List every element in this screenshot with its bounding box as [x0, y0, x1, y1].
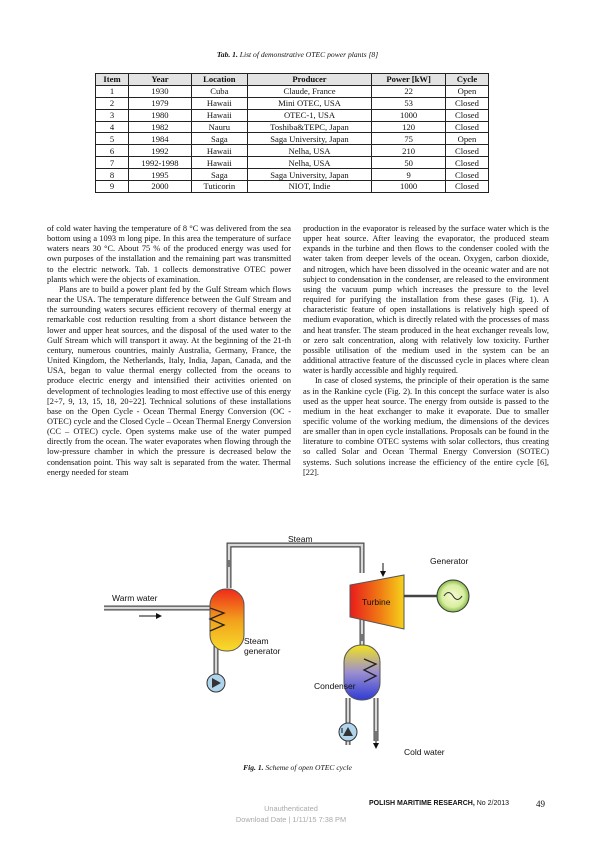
- warm-water-pipe: [104, 608, 216, 683]
- table-cell: Closed: [445, 157, 488, 169]
- watermark-line-2: Download Date | 1/11/15 7:38 PM: [235, 815, 347, 824]
- otec-plants-table: [95, 73, 489, 193]
- table-cell: Closed: [445, 181, 488, 193]
- table-cell: NIOT, Indie: [247, 181, 372, 193]
- table-body: [96, 85, 489, 192]
- table-header-row: [96, 74, 489, 86]
- table-cell: 6: [96, 145, 129, 157]
- table-cell: Mini OTEC, USA: [247, 97, 372, 109]
- table-cell: 1000: [372, 109, 446, 121]
- table-cell: Tuticorin: [191, 181, 247, 193]
- label-turbine: Turbine: [362, 597, 391, 607]
- paragraph: production in the evaporator is released by the surface water which is the upper heat source. After leaving the evaporator, the produced steam expands in the turbine and then flows to the condenser cooled with the water taken from deeper levels of the ocean. Oxygen, carbon dioxide, and nitrogen, which have been dissolved in the oceanic water and are not subject to condensation in the condenser, are released to the environment using the vacuum pump which increases the pressure to the level required for purifying the installation from these gases (Fig. 1). A characteristic feature of open installations is relatively high speed of medium evaporation, which is directly related with the processes of mass and heat transfer. The steam produced in the heat exchanger reveals low, or zero salt concentration, along with relatively low toxicity. Further possible utilisation of the medium used in the system can be an additional attractive feature of the discussed cycle in places where clean water is hardly accessible and highly required.: [303, 224, 549, 376]
- table-cell: Saga University, Japan: [247, 169, 372, 181]
- table-row: [96, 85, 489, 97]
- table-cell: Closed: [445, 145, 488, 157]
- paragraph: of cold water having the temperature of 8 °C was delivered from the sea bottom using a 1093 m long pipe. In this area the temperature of surface waters nears 30 °C. About 75 % of the produced energy was used for own purposes of the installation and the remaining part was transmitted to the electric network. Tab. 1 collects demonstrative OTEC power plants which were the objects of examination.: [47, 224, 291, 284]
- table-cell: 1000: [372, 181, 446, 193]
- right-text-column: [303, 224, 549, 478]
- table-cell: 1982: [129, 121, 192, 133]
- table-row: [96, 145, 489, 157]
- table-cell: 1930: [129, 85, 192, 97]
- table-row: [96, 157, 489, 169]
- table-cell: 4: [96, 121, 129, 133]
- table-cell: 9: [96, 181, 129, 193]
- label-steam-generator-2: generator: [244, 646, 281, 656]
- table-cell: Toshiba&TEPC, Japan: [247, 121, 372, 133]
- column-header: Power [kW]: [372, 74, 446, 86]
- otec-scheme-diagram: [104, 533, 494, 758]
- left-text-column: [47, 224, 291, 478]
- journal-name: POLISH MARITIME RESEARCH,: [369, 800, 475, 807]
- table-cell: 53: [372, 97, 446, 109]
- paragraph: In case of closed systems, the principle of their operation is the same as in the Rankine cycle (Fig. 2). In this concept the surface water is also used as the upper heat source. The energy from outside is passed to the medium in the heat exchanger to make it evaporate. Due to smaller specific volume of the working medium, the dimensions of the devices are smaller than in open cycle installations. Proposals can be found in the literature to combine OTEC systems with solar collectors, thus creating so called Solar and Ocean Thermal Energy Conversion (SOTEC) systems. Such solutions increase the efficiency of the entire cycle [6], [22].: [303, 376, 549, 477]
- table-cell: 1995: [129, 169, 192, 181]
- table-cell: Closed: [445, 121, 488, 133]
- table-cell: Closed: [445, 169, 488, 181]
- table-cell: OTEC-1, USA: [247, 109, 372, 121]
- table-cell: 1992-1998: [129, 157, 192, 169]
- table-cell: 7: [96, 157, 129, 169]
- table-cell: 2: [96, 97, 129, 109]
- figure-caption-text: Scheme of open OTEC cycle: [265, 763, 352, 772]
- label-steam: Steam: [288, 534, 313, 544]
- column-header: Cycle: [445, 74, 488, 86]
- journal-footer: [369, 800, 509, 807]
- table-cell: 50: [372, 157, 446, 169]
- table-cell: 22: [372, 85, 446, 97]
- paragraph: Plans are to build a power plant fed by the Gulf Stream which flows near the USA. The temperature difference between the Gulf Stream and the surrounding waters secures efficient recovery of thermal energy at remarkable cost reduction resulting from a short distance between the lower and upper heat sources, and the disposal of the used water to the Gulf Stream which will transport it away. At the beginning of the 21-th century, numerous countries, mainly Australia, Germany, France, the United Kingdom, the Netherlands, Italy, India, Japan, Canada, and the USA, began to value thermal energy collected from the oceans to produce electric energy and intensified their activities oriented on development of technologies leading to most effective use of this energy [2÷7, 9, 13, 15, 18, 20÷22]. Technical solutions of these installations base on the Open Cycle - Ocean Thermal Energy Conversion (OC - OTEC) cycle and the Closed Cycle – Ocean Thermal Energy Conversion (CC – OTEC) cycle. Open systems make use of the water pumped directly from the ocean. The water evaporates when flowing through the low-pressure chamber in which the pressure is decreased below the condensation point. This way salt is separated from the water. Thermal energy needed for steam: [47, 284, 291, 477]
- table-cell: Nelha, USA: [247, 145, 372, 157]
- table-cell: 120: [372, 121, 446, 133]
- table-row: [96, 121, 489, 133]
- table-cell: Nelha, USA: [247, 157, 372, 169]
- table-caption: [0, 50, 595, 59]
- figure-caption-label: Fig. 1.: [243, 763, 264, 772]
- table-cell: 1984: [129, 133, 192, 145]
- open-otec-cycle-figure: [104, 533, 494, 758]
- column-header: Location: [191, 74, 247, 86]
- table-cell: Open: [445, 133, 488, 145]
- table-cell: Closed: [445, 109, 488, 121]
- table-cell: Closed: [445, 97, 488, 109]
- label-cold-water: Cold water: [404, 747, 445, 757]
- table-cell: Saga University, Japan: [247, 133, 372, 145]
- table-cell: 3: [96, 109, 129, 121]
- table-cell: Cuba: [191, 85, 247, 97]
- table-cell: Nauru: [191, 121, 247, 133]
- table-row: [96, 181, 489, 193]
- label-steam-generator-1: Steam: [244, 636, 269, 646]
- column-header: Item: [96, 74, 129, 86]
- table-cell: Hawaii: [191, 97, 247, 109]
- table-row: [96, 169, 489, 181]
- warm-water-pump: [207, 674, 225, 692]
- table-cell: 5: [96, 133, 129, 145]
- table-cell: 9: [372, 169, 446, 181]
- table-caption-text: List of demonstrative OTEC power plants [8]: [239, 50, 379, 59]
- table-row: [96, 97, 489, 109]
- table-cell: 75: [372, 133, 446, 145]
- table-row: [96, 133, 489, 145]
- steam-pipe: [229, 545, 362, 588]
- table-cell: 210: [372, 145, 446, 157]
- label-generator: Generator: [430, 556, 469, 566]
- table-cell: 8: [96, 169, 129, 181]
- column-header: Producer: [247, 74, 372, 86]
- table-row: [96, 109, 489, 121]
- table-caption-label: Tab. 1.: [216, 50, 238, 59]
- electric-generator: [437, 580, 469, 612]
- table-cell: 1992: [129, 145, 192, 157]
- table-cell: Hawaii: [191, 157, 247, 169]
- label-warm-water: Warm water: [112, 593, 158, 603]
- table-cell: Claude, France: [247, 85, 372, 97]
- steam-generator-vessel: [210, 589, 244, 651]
- table-cell: Hawaii: [191, 109, 247, 121]
- figure-caption: [0, 763, 595, 772]
- journal-issue: No 2/2013: [476, 800, 510, 807]
- column-header: Year: [129, 74, 192, 86]
- table-cell: Saga: [191, 169, 247, 181]
- condenser-vessel: [344, 645, 380, 700]
- table-cell: 1979: [129, 97, 192, 109]
- watermark-line-1: Unauthenticated: [264, 804, 318, 813]
- page-number: 49: [536, 799, 545, 809]
- table-cell: 1980: [129, 109, 192, 121]
- table-cell: Open: [445, 85, 488, 97]
- table-cell: 2000: [129, 181, 192, 193]
- table-cell: Saga: [191, 133, 247, 145]
- label-condenser: Condenser: [314, 681, 356, 691]
- table-cell: Hawaii: [191, 145, 247, 157]
- table-cell: 1: [96, 85, 129, 97]
